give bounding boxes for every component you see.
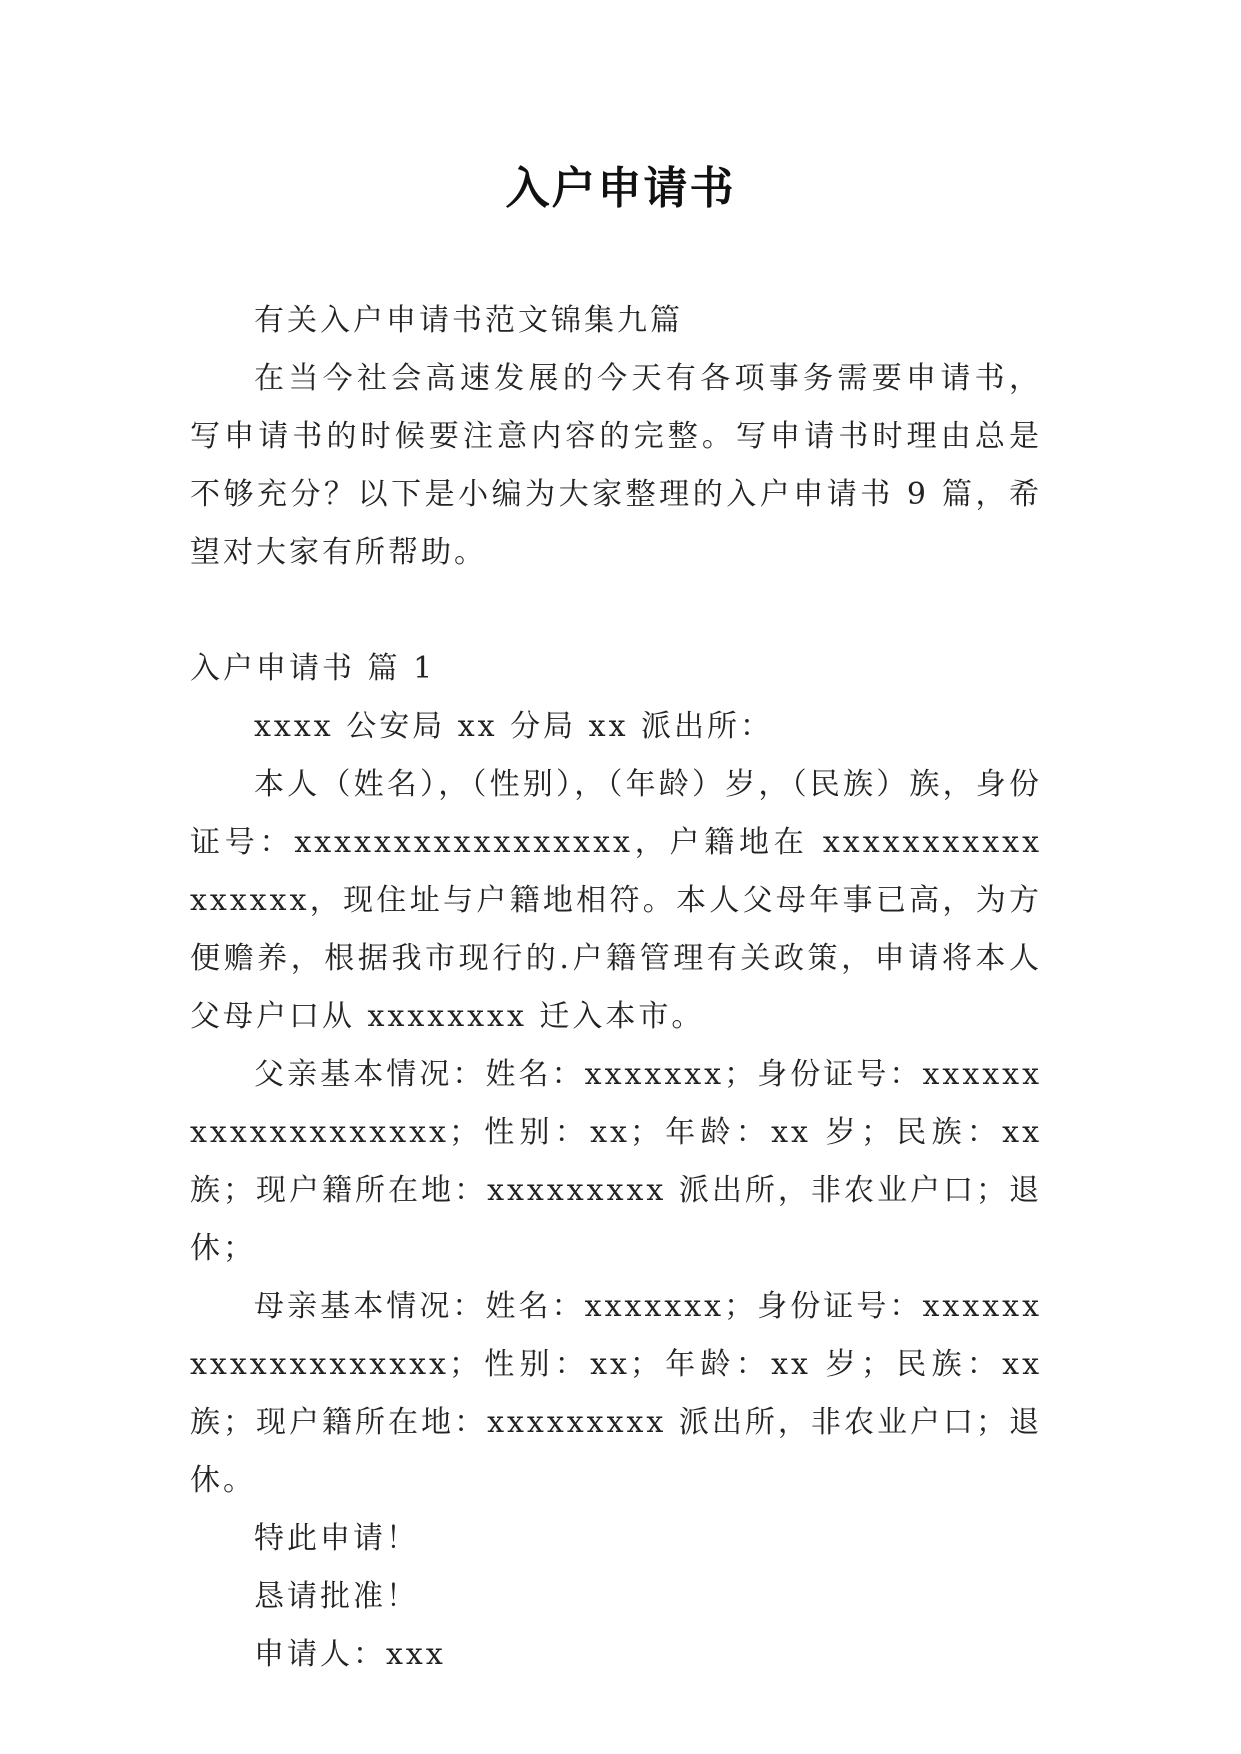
document-title: 入户申请书 <box>505 163 736 214</box>
intro-subtitle: 有关入户申请书范文锦集九篇 <box>254 303 683 338</box>
signature-line: 申请人：xxx <box>254 1637 446 1672</box>
intro-paragraph: 在当今社会高速发展的今天有各项事务需要申请书，写申请书的时候要注意内容的完整。写申请书时理由总是不够充分？以下是小编为大家整理的入户申请书 9 篇，希望对大家有所帮助。 <box>190 361 1042 570</box>
mother-info-paragraph: 母亲基本情况：姓名：xxxxxxx；身份证号：xxxxxxxxxxxxxxxxxxx；性别：xx；年龄：xx 岁；民族：xx 族；现户籍所在地：xxxxxxxxx 派出所，非农业户口；退休。 <box>190 1289 1042 1498</box>
document-body <box>190 292 1042 1684</box>
closing-line-1: 特此申请！ <box>254 1521 419 1556</box>
applicant-paragraph: 本人（姓名），（性别），（年龄）岁，（民族）族，身份证号：xxxxxxxxxxxxxxxxx，户籍地在 xxxxxxxxxxxxxxxxx，现住址与户籍地相符。本人父母年事已高，为方便赡养，根据我市现行的.户籍管理有关政策，申请将本人父母户口从 xxxxxxxx 迁入本市。 <box>190 767 1042 1034</box>
closing-line-2: 恳请批准！ <box>254 1579 419 1614</box>
section-gap <box>190 582 1042 640</box>
section-heading: 入户申请书 篇 1 <box>190 651 436 686</box>
addressee-line: xxxx 公安局 xx 分局 xx 派出所： <box>254 709 774 744</box>
father-info-paragraph: 父亲基本情况：姓名：xxxxxxx；身份证号：xxxxxxxxxxxxxxxxxxx；性别：xx；年龄：xx 岁；民族：xx 族；现户籍所在地：xxxxxxxxx 派出所，非农业户口；退休； <box>190 1057 1042 1266</box>
